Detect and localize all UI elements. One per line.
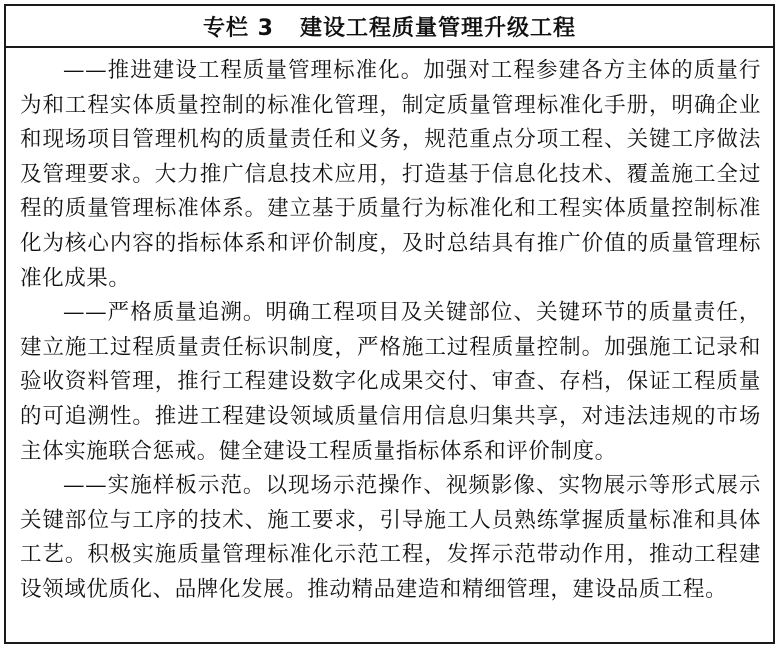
paragraph-standardization: ——推进建设工程质量管理标准化。加强对工程参建各方主体的质量行为和工程实体质量控制的标准化管理，制定质量管理标准化手册，明确企业和现场项目管理机构的质量责任和义务，规范重点分项工程、关键工序做法及管理要求。大力推广信息技术应用，打造基于信息化技术、覆盖施工全过程的质量管理标准体系。建立基于质量行为标准化和工程实体质量控制标准化为核心内容的指标体系和评价制度，及时总结具有推广价值的质量管理标准化成果。 (20, 58, 761, 291)
paragraph-demonstration: ——实施样板示范。以现场示范操作、视频影像、实物展示等形式展示关键部位与工序的技术、施工要求，引导施工人员熟练掌握质量标准和具体工艺。积极实施质量管理标准化示范工程，发挥示范带动作用，推动工程建设领域优质化、品牌化发展。推动精品建造和精细管理，建设品质工程。 (20, 473, 761, 602)
column-title-bar (6, 6, 773, 48)
column-label: 专栏 3 (203, 15, 274, 41)
column-title: 建设工程质量管理升级工程 (299, 15, 576, 41)
column-box (4, 4, 775, 644)
column-content (6, 48, 773, 608)
paragraph-traceability: ——严格质量追溯。明确工程项目及关键部位、关键环节的质量责任，建立施工过程质量责任标识制度，严格施工过程质量控制。加强施工记录和验收资料管理，推行工程建设数字化成果交付、审查、存档，保证工程质量的可追溯性。推进工程建设领域质量信用信息归集共享，对违法违规的市场主体实施联合惩戒。健全建设工程质量指标体系和评价制度。 (20, 300, 761, 464)
